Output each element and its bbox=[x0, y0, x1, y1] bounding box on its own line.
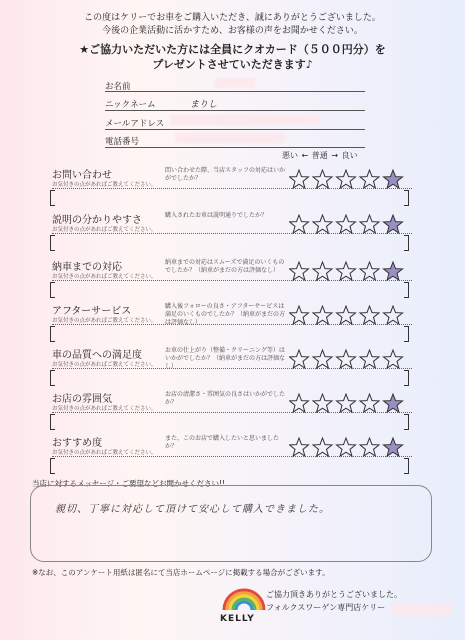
question-hint: お気付きの点があればご教えてください。 bbox=[52, 274, 157, 280]
star-icon[interactable] bbox=[337, 438, 356, 456]
star-icon[interactable] bbox=[384, 306, 403, 324]
question-explanation bbox=[0, 211, 465, 251]
phone-redaction bbox=[175, 133, 285, 143]
star-rating-svg bbox=[289, 261, 409, 283]
question-delivery bbox=[0, 258, 465, 298]
question-hint: お気付きの点があればご教えてください。 bbox=[52, 362, 157, 368]
headline-line-1: ★ご協力いただいた方には全員にクオカード（５００円分）を bbox=[79, 43, 386, 56]
question-description: お店の清潔さ・雰囲気の良さはいかがでしたか？ bbox=[165, 391, 286, 406]
star-icon[interactable] bbox=[313, 170, 332, 188]
star-rating bbox=[289, 261, 409, 287]
shop-redaction bbox=[392, 604, 452, 615]
nickname-line bbox=[105, 110, 365, 111]
question-hint: お気付きの点があればご教えてください。 bbox=[52, 182, 157, 188]
handwritten-comment: 親切、丁寧に対応して頂けて安心して購入できました。 bbox=[55, 504, 330, 515]
star-icon-selected[interactable] bbox=[384, 170, 403, 188]
email-label: メールアドレス bbox=[105, 119, 165, 129]
comment-bracket-left bbox=[50, 458, 55, 474]
question-description: 購入されたお車は説明通りでしたか？ bbox=[165, 212, 268, 219]
star-icon[interactable] bbox=[313, 215, 332, 233]
question-inquiry bbox=[0, 166, 465, 206]
thanks-text: ご協力頂きありがとうございました。 bbox=[266, 590, 402, 599]
star-icon-selected[interactable] bbox=[384, 215, 403, 233]
question-title: お問い合わせ bbox=[52, 170, 112, 181]
star-rating bbox=[289, 393, 409, 419]
question-hint: お気付きの点があればご教えてください。 bbox=[52, 318, 157, 324]
star-icon[interactable] bbox=[337, 306, 356, 324]
shop-name: フォルクスワーゲン専門店ケリー bbox=[266, 603, 386, 612]
question-description: 納車までの対応はスムーズで満足のいくものでしたか？（納車がまだの方は評価なし） bbox=[165, 259, 285, 274]
star-rating bbox=[289, 214, 409, 240]
question-title: アフターサービス bbox=[52, 306, 132, 317]
star-icon[interactable] bbox=[313, 438, 332, 456]
star-icon[interactable] bbox=[313, 306, 332, 324]
star-rating-svg bbox=[289, 169, 409, 191]
question-description: お車の仕上がり（整備・クリーニング等）はいかがでしたか？（納車がまだの方は評価なし） bbox=[165, 347, 286, 370]
star-rating bbox=[289, 305, 409, 331]
phone-line bbox=[105, 147, 365, 148]
star-icon[interactable] bbox=[290, 215, 309, 233]
nickname-value: まりし bbox=[190, 100, 218, 110]
email-line bbox=[105, 129, 365, 130]
phone-label: 電話番号 bbox=[105, 137, 140, 147]
question-title: 納車までの対応 bbox=[52, 262, 122, 273]
star-icon[interactable] bbox=[360, 306, 379, 324]
star-icon[interactable] bbox=[337, 394, 356, 412]
publication-note: ※なお、このアンケート用紙は匿名にて当店ホームページに掲載する場合がございます。 bbox=[32, 568, 330, 577]
star-icon-selected[interactable] bbox=[384, 394, 403, 412]
comment-bracket-left bbox=[50, 326, 55, 342]
star-icon[interactable] bbox=[337, 350, 356, 368]
star-rating-svg bbox=[289, 393, 409, 415]
question-title: 説明の分かりやすさ bbox=[52, 215, 142, 226]
question-description: また、このお店で購入したいと思いましたか？ bbox=[165, 435, 280, 450]
star-icon[interactable] bbox=[290, 350, 309, 368]
question-recommendation bbox=[0, 434, 465, 474]
star-icon[interactable] bbox=[290, 438, 309, 456]
question-title: 車の品質への満足度 bbox=[52, 350, 142, 361]
star-rating bbox=[289, 437, 409, 463]
star-icon[interactable] bbox=[360, 394, 379, 412]
star-icon[interactable] bbox=[337, 170, 356, 188]
question-title: お店の雰囲気 bbox=[52, 394, 112, 405]
comment-bracket-left bbox=[50, 282, 55, 298]
brand-name: KELLY bbox=[220, 614, 255, 624]
comment-label: 当店に対するメッセージ・ご要望などお聞かせください!! bbox=[32, 479, 226, 488]
question-description: 購入後フォローの良さ・アフターサービスは満足のいくものでしたか？（納車がまだの方は評価なし） bbox=[165, 303, 286, 326]
star-icon[interactable] bbox=[313, 262, 332, 280]
comment-bracket-left bbox=[50, 190, 55, 206]
footer-message bbox=[266, 588, 402, 614]
star-icon[interactable] bbox=[360, 262, 379, 280]
star-icon[interactable] bbox=[360, 215, 379, 233]
intro-line-2: 今後の企業活動に活かすため、お客様の声をお聞かせください。 bbox=[102, 26, 363, 36]
star-icon[interactable] bbox=[290, 170, 309, 188]
question-hint: お気付きの点があればご教えてください。 bbox=[52, 406, 157, 412]
star-rating bbox=[289, 349, 409, 375]
star-icon[interactable] bbox=[290, 306, 309, 324]
comment-bracket-left bbox=[50, 235, 55, 251]
star-rating-svg bbox=[289, 349, 409, 371]
intro-line-1: この度はケリーでお車をご購入いただき、誠にありがとうございました。 bbox=[84, 13, 381, 23]
logo-arc bbox=[236, 602, 252, 610]
question-hint: お気付きの点があればご教えてください。 bbox=[52, 450, 157, 456]
comment-bracket-left bbox=[50, 414, 55, 430]
star-icon[interactable] bbox=[360, 350, 379, 368]
comment-bracket-left bbox=[50, 370, 55, 386]
nickname-label: ニックネーム bbox=[105, 100, 156, 110]
question-description: 問い合わせた際、当店スタッフの対応はいかがでしたか？ bbox=[165, 167, 286, 182]
email-redaction bbox=[170, 115, 320, 125]
kelly-rainbow-logo bbox=[222, 586, 266, 612]
question-atmosphere bbox=[0, 390, 465, 430]
name-redaction bbox=[215, 78, 255, 88]
star-icon[interactable] bbox=[337, 262, 356, 280]
rating-scale-legend: 悪い ← 普通 → 良い bbox=[282, 151, 358, 160]
headline-line-2: プレゼントさせていただきます♪ bbox=[152, 58, 313, 71]
star-icon[interactable] bbox=[337, 215, 356, 233]
star-icon-selected[interactable] bbox=[384, 438, 403, 456]
star-icon[interactable] bbox=[313, 394, 332, 412]
name-label: お名前 bbox=[105, 82, 131, 92]
star-icon[interactable] bbox=[384, 350, 403, 368]
star-icon[interactable] bbox=[290, 394, 309, 412]
question-after-service bbox=[0, 302, 465, 342]
star-icon[interactable] bbox=[313, 350, 332, 368]
name-line bbox=[105, 91, 365, 92]
star-rating-svg bbox=[289, 305, 409, 327]
question-hint: お気付きの点があればご教えてください。 bbox=[52, 227, 157, 233]
star-rating-svg bbox=[289, 214, 409, 236]
star-icon[interactable] bbox=[360, 170, 379, 188]
comment-box bbox=[30, 485, 432, 562]
star-icon[interactable] bbox=[290, 262, 309, 280]
question-title: おすすめ度 bbox=[52, 438, 103, 449]
star-rating bbox=[289, 169, 409, 195]
star-rating-svg bbox=[289, 437, 409, 459]
star-icon-selected[interactable] bbox=[384, 262, 403, 280]
question-vehicle-quality bbox=[0, 346, 465, 386]
star-icon[interactable] bbox=[360, 438, 379, 456]
